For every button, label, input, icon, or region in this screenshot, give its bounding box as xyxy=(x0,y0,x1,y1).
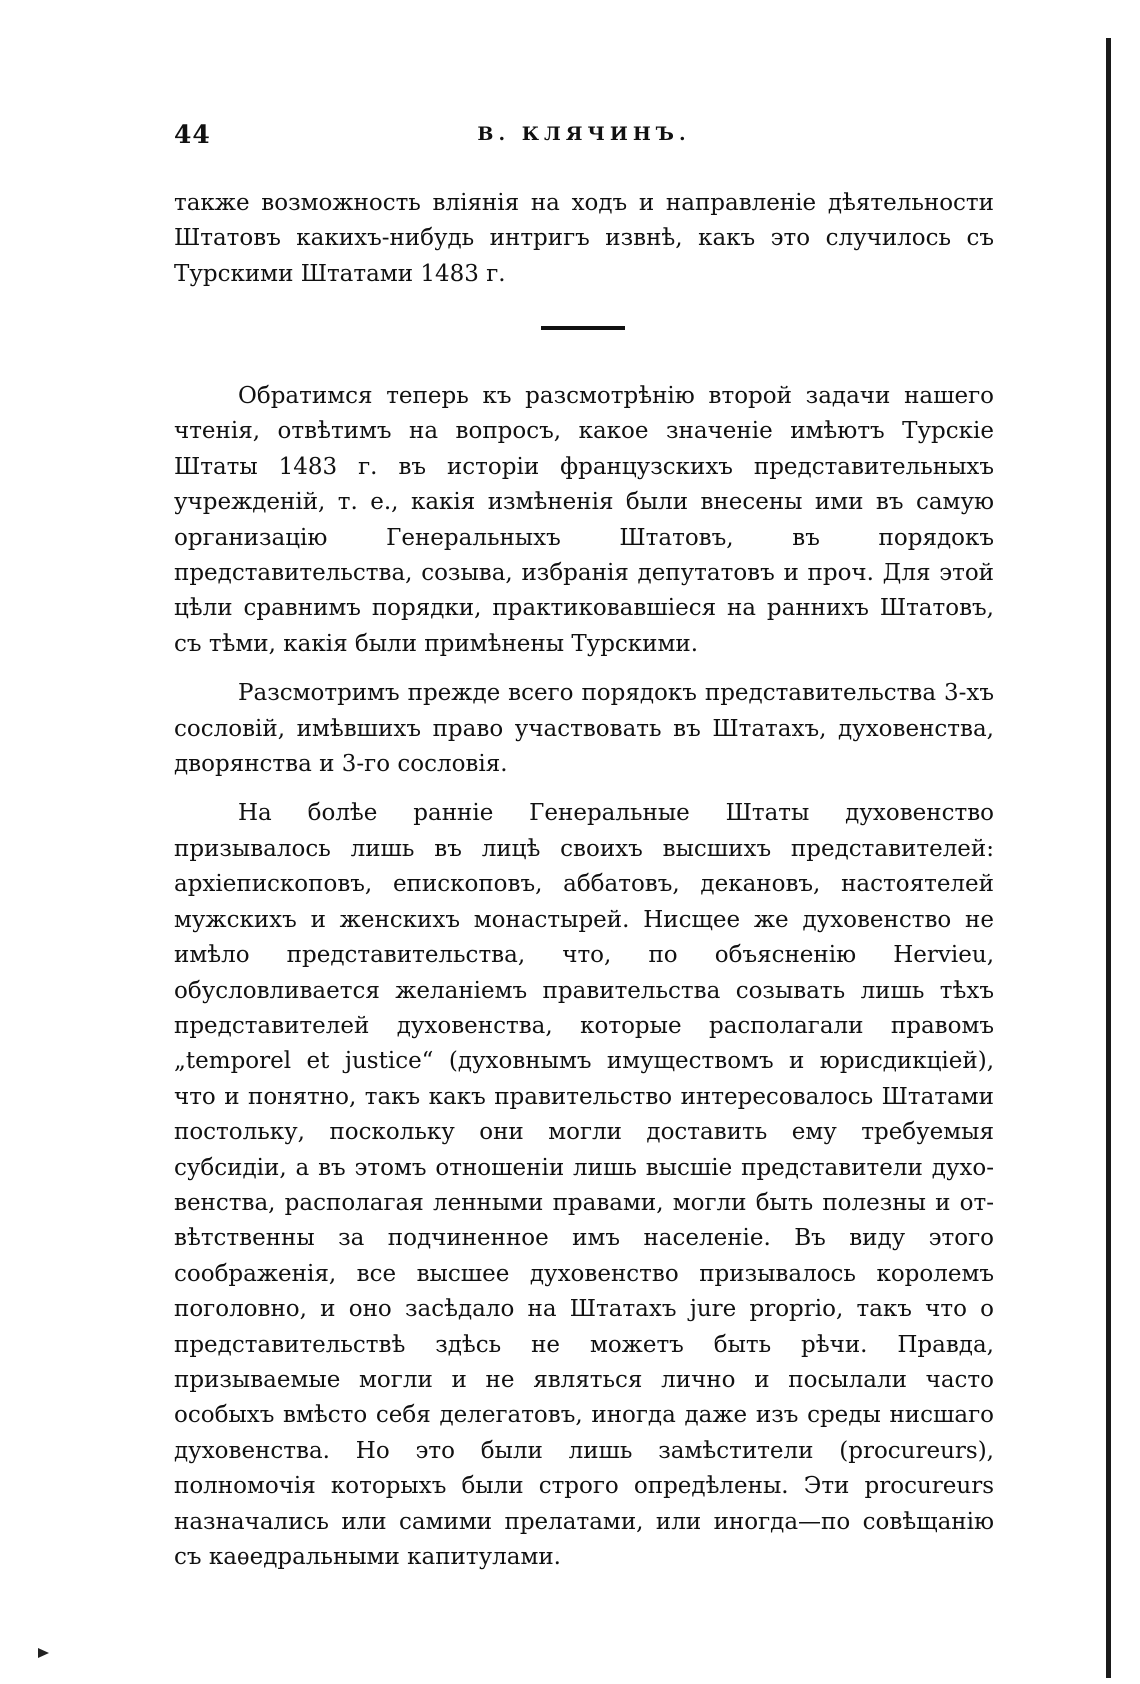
continuation-paragraph: также возможность вліянія на ходъ и направленіе дѣятельности Штатовъ какихъ-нибудь интригъ извнѣ, какъ это случилось съ Турскими Штатами 1483 г. xyxy=(174,190,994,287)
running-head-author: В. КЛЯЧИНЪ. xyxy=(477,123,691,145)
continuation-block xyxy=(174,186,994,292)
scan-artifact-mark xyxy=(38,1648,49,1658)
body-paragraph: Разсмотримъ прежде всего порядокъ представительства 3-хъ сословій, имѣвшихъ право участвовать въ Штатахъ, духовенства, дворянства и 3-го сословія. xyxy=(174,680,994,778)
page-number: 44 xyxy=(174,120,211,149)
main-text-block xyxy=(174,379,994,1575)
body-paragraph: Обратимся теперь къ разсмотрѣнію второй задачи нашего чтенія, отвѣтимъ на вопросъ, какое значеніе имѣютъ Турскіе Штаты 1483 г. въ исторіи французскихъ представительныхъ учрежденій, т. е., какія измѣненія были внесены ими въ самую организацію Генеральныхъ Штатовъ, въ порядокъ представительства, созыва, избранія депутатовъ и проч. Для этой цѣли сравнимъ порядки, практиковавшіеся на раннихъ Штатовъ, съ тѣми, какія были примѣнены Турскими. xyxy=(174,383,994,657)
page-edge-scan-line xyxy=(1106,38,1111,1678)
running-head xyxy=(174,120,994,160)
section-separator-rule xyxy=(541,326,625,330)
body-paragraph: На болѣе ранніе Генеральные Штаты духовенство призывалось лишь въ лицѣ своихъ высшихъ представителей: архіепископовъ, епископовъ, аббатовъ, декановъ, настоятелей мужскихъ и женскихъ монастырей. Нисщее же духовенство не имѣло представительства, что, по объясненію Hervieu, обусловливается желаніемъ правительства созывать лишь тѣхъ представителей духовенства, которые располагали правомъ „temporel et justice“ (духовнымъ имуществомъ и юрисдикціей), что и понятно, такъ какъ правительство интересовалось Штатами постольку, поскольку они могли доставить ему требуемыя субсидіи, а въ этомъ отношеніи лишь высшіе представители духовенства, располагая ленными правами, могли быть полезны и отвѣтственны за подчиненное имъ населеніе. Въ виду этого соображенія, все высшее духовенство призывалось королемъ поголовно, и оно засѣдало на Штатахъ jure proprio, такъ что о представительствѣ здѣсь не можетъ быть рѣчи. Правда, призываемые могли и не являться лично и посылали часто особыхъ вмѣсто себя делегатовъ, иногда даже изъ среды нисшаго духовенства. Но это были лишь замѣстители (procureurs), полномочія которыхъ были строго опредѣлены. Эти procureurs назначались или самими прелатами, или иногда—по совѣщанію съ каѳедральными капитулами. xyxy=(174,800,994,1570)
